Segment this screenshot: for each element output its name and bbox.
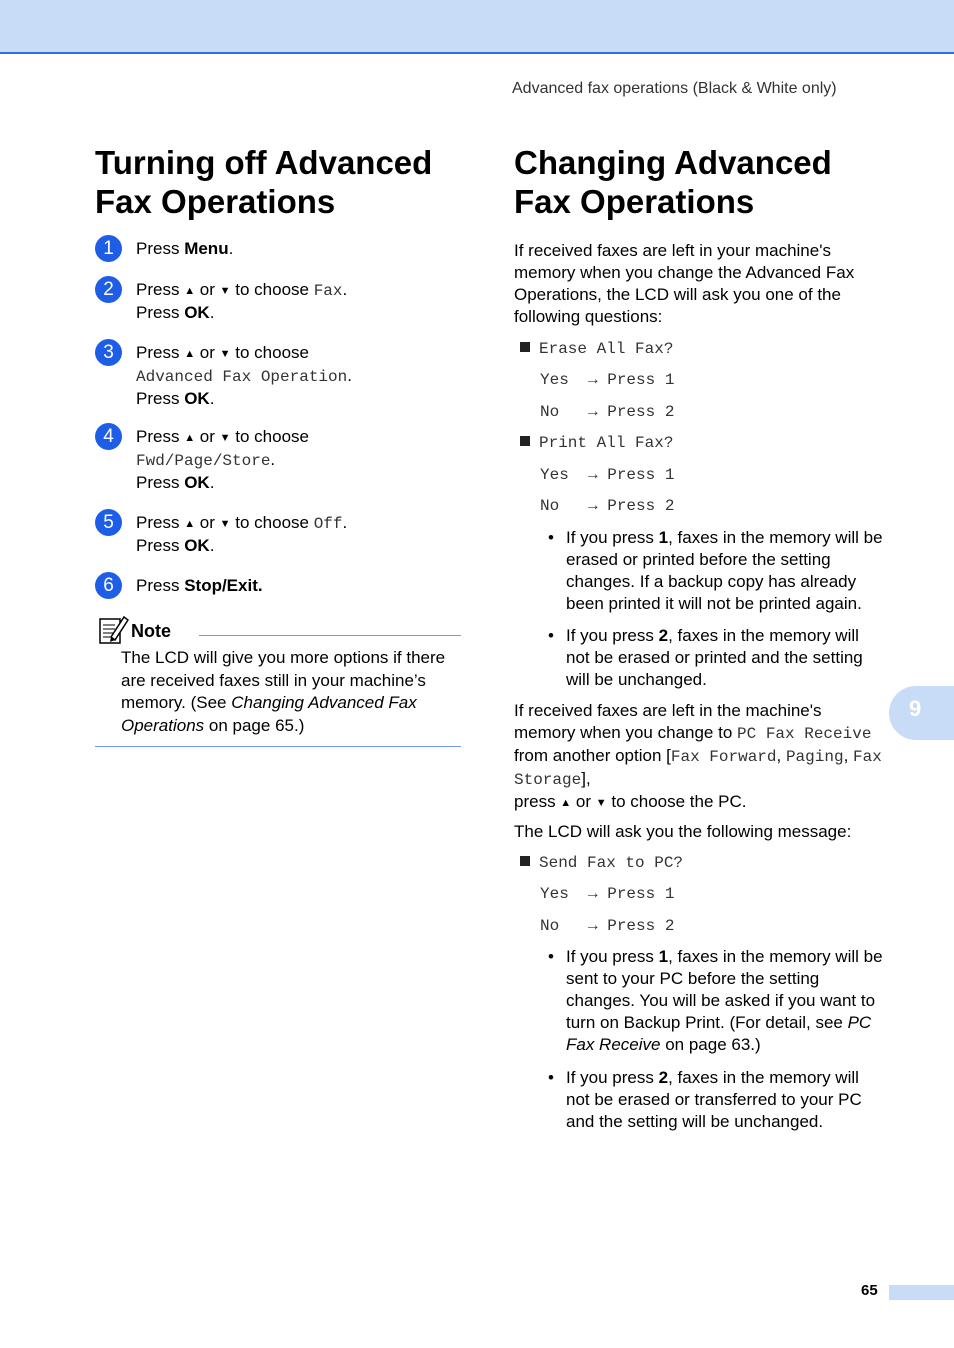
step-text: Press ▲ or ▼ to choose Advanced Fax Operation. Press OK.	[136, 343, 352, 408]
down-arrow-icon: ▼	[219, 348, 231, 360]
step-4	[95, 423, 465, 495]
bullet-press-2-send: • If you press 2, faxes in the memory will not be erased or transferred to your PC and the setting will be unchanged.	[548, 1068, 862, 1131]
note-divider-top	[199, 635, 461, 636]
step-1	[95, 235, 465, 263]
step-6	[95, 572, 465, 600]
step-text: Press ▲ or ▼ to choose Fwd/Page/Store. Press OK.	[136, 427, 309, 492]
lcd-message-paragraph: The LCD will ask you the following message:	[514, 822, 852, 841]
up-arrow-icon: ▲	[184, 285, 196, 297]
up-arrow-icon: ▲	[184, 432, 196, 444]
note-title: Note	[131, 621, 171, 641]
square-bullet-icon	[520, 856, 530, 866]
down-arrow-icon: ▼	[219, 518, 231, 530]
note-box	[95, 613, 461, 747]
step-number: 6	[95, 572, 122, 599]
left-section-title: Turning off Advanced Fax Operations	[95, 144, 433, 220]
down-arrow-icon: ▼	[219, 432, 231, 444]
step-number: 3	[95, 339, 122, 366]
square-bullet-icon	[520, 342, 530, 352]
step-text: Press ▲ or ▼ to choose Off. Press OK.	[136, 513, 348, 555]
step-text: Press Stop/Exit.	[136, 576, 263, 595]
top-banner	[0, 0, 954, 54]
right-section-title: Changing Advanced Fax Operations	[514, 144, 832, 220]
step-number: 5	[95, 509, 122, 536]
note-divider-bottom	[95, 746, 461, 747]
lcd-question-send: Send Fax to PC?	[520, 854, 683, 872]
chapter-tab: 9	[889, 686, 954, 740]
step-5	[95, 509, 465, 559]
up-arrow-icon: ▲	[560, 797, 572, 809]
up-arrow-icon: ▲	[184, 348, 196, 360]
step-number: 2	[95, 276, 122, 303]
step-text: Press ▲ or ▼ to choose Fax. Press OK.	[136, 280, 348, 322]
down-arrow-icon: ▼	[219, 285, 231, 297]
running-header: Advanced fax operations (Black & White only)	[512, 80, 837, 97]
page-bar	[889, 1285, 954, 1300]
down-arrow-icon: ▼	[595, 797, 607, 809]
intro-paragraph: If received faxes are left in your machine's memory when you change the Advanced Fax Operations, the LCD will ask you one of the following questions:	[514, 241, 855, 326]
lcd-question-print: Print All Fax?	[520, 434, 673, 452]
bullet-press-1: • If you press 1, faxes in the memory will be erased or printed before the setting changes. If a backup copy has already been printed it will not be printed again.	[548, 528, 883, 613]
lcd-answer-yes: Yes → Press 1	[540, 885, 675, 903]
step-2	[95, 276, 465, 326]
lcd-question-erase: Erase All Fax?	[520, 340, 673, 358]
step-text: Press Menu.	[136, 239, 234, 258]
square-bullet-icon	[520, 436, 530, 446]
page-number: 65	[861, 1282, 878, 1299]
lcd-answer-yes: Yes → Press 1	[540, 371, 675, 389]
step-number: 1	[95, 235, 122, 262]
step-3	[95, 339, 465, 411]
pc-fax-paragraph: If received faxes are left in the machine's memory when you change to PC Fax Receive from another option [Fax Forward, Paging, Fax Storage], press ▲ or ▼ to choose the PC.	[514, 701, 882, 811]
note-pencil-icon	[97, 613, 129, 645]
note-text: The LCD will give you more options if there are received faxes still in your machine’s memory. (See Changing Advanced Fax Operations on page 65.)	[121, 648, 446, 735]
lcd-answer-no: No → Press 2	[540, 917, 675, 935]
bullet-press-1-send: • If you press 1, faxes in the memory will be sent to your PC before the setting changes. You will be asked if you want to turn on Backup Print. (For detail, see PC Fax Receive on page 63.)	[548, 947, 883, 1054]
up-arrow-icon: ▲	[184, 518, 196, 530]
bullet-press-2: • If you press 2, faxes in the memory will not be erased or printed and the setting will be unchanged.	[548, 626, 863, 689]
step-number: 4	[95, 423, 122, 450]
lcd-answer-yes: Yes → Press 1	[540, 466, 675, 484]
lcd-answer-no: No → Press 2	[540, 403, 675, 421]
lcd-answer-no: No → Press 2	[540, 497, 675, 515]
